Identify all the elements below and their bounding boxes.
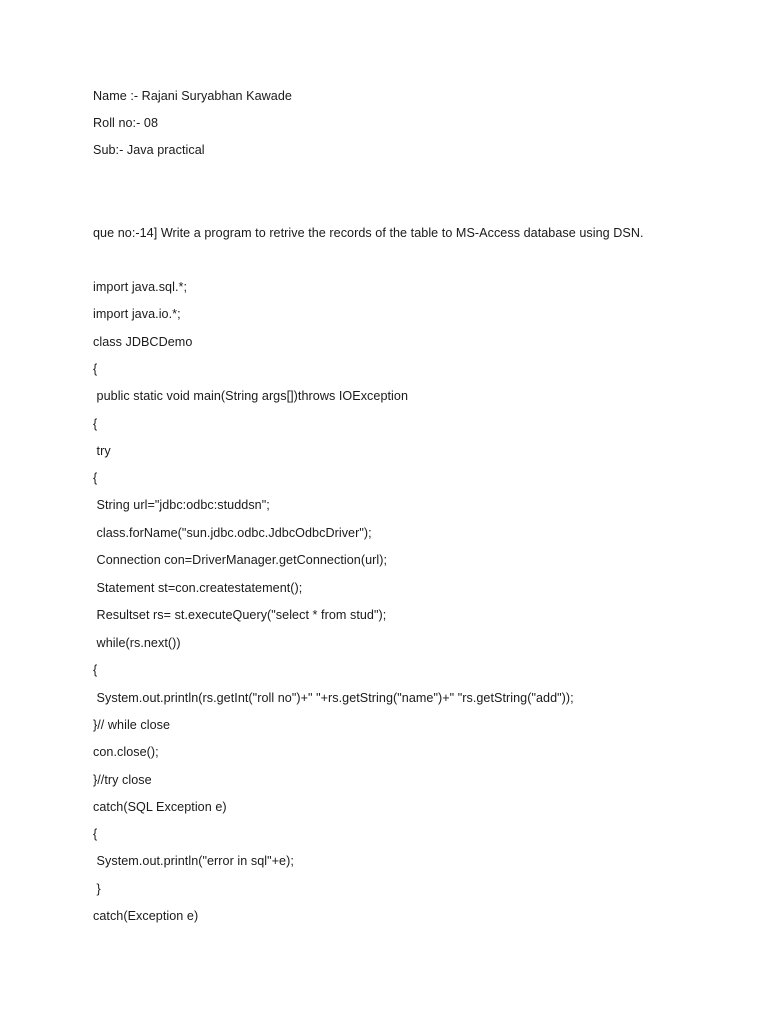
- roll-number: Roll no:- 08: [93, 116, 159, 130]
- question-text: que no:-14] Write a program to retrive the records of the table to MS-Access database using DSN.: [93, 226, 644, 240]
- code-line: while(rs.next()): [93, 636, 181, 650]
- subject: Sub:- Java practical: [93, 143, 205, 157]
- code-line: catch(Exception e): [93, 909, 199, 923]
- code-line: }: [93, 882, 101, 896]
- code-line: import java.io.*;: [93, 307, 181, 321]
- code-line: con.close();: [93, 745, 159, 759]
- code-line: System.out.println(rs.getInt("roll no")+" "+rs.getString("name")+" "rs.getString("add"));: [93, 691, 574, 705]
- code-line: String url="jdbc:odbc:studdsn";: [93, 498, 270, 512]
- code-line: class JDBCDemo: [93, 335, 193, 349]
- code-line: try: [93, 444, 111, 458]
- code-line: {: [93, 663, 98, 677]
- code-line: catch(SQL Exception e): [93, 800, 227, 814]
- code-line: public static void main(String args[])throws IOException: [93, 389, 409, 403]
- code-line: Resultset rs= st.executeQuery("select * from stud");: [93, 608, 387, 622]
- code-line: Connection con=DriverManager.getConnection(url);: [93, 553, 388, 567]
- student-name: Name :- Rajani Suryabhan Kawade: [93, 89, 292, 103]
- code-line: {: [93, 827, 98, 841]
- code-line: }// while close: [93, 718, 171, 732]
- code-line: Statement st=con.createstatement();: [93, 581, 303, 595]
- code-line: {: [93, 362, 98, 376]
- code-line: {: [93, 471, 98, 485]
- code-line: System.out.println("error in sql"+e);: [93, 854, 294, 868]
- code-line: }//try close: [93, 773, 152, 787]
- code-line: import java.sql.*;: [93, 280, 187, 294]
- code-line: {: [93, 417, 98, 431]
- code-line: class.forName("sun.jdbc.odbc.JdbcOdbcDriver");: [93, 526, 372, 540]
